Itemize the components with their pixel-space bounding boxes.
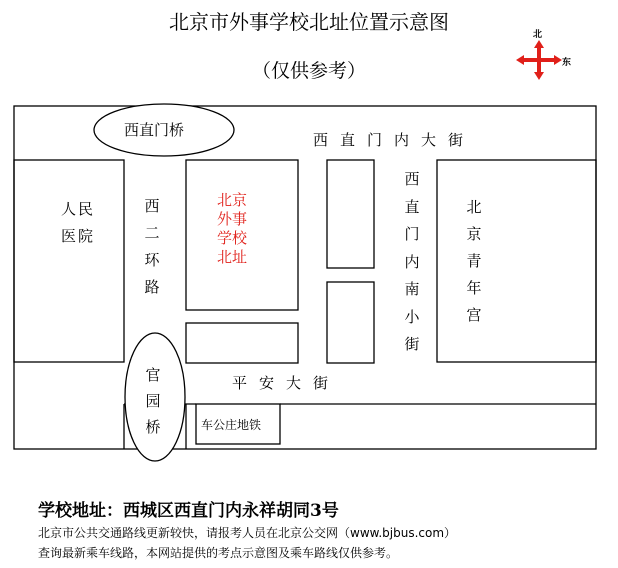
label-guanyuan-bridge: 官园桥 — [145, 366, 161, 436]
label-chegongzhuang-subway: 车公庄地铁 — [201, 418, 262, 432]
label-xizhimennei-street: 西直门内大街 — [313, 131, 476, 149]
block-middle-south — [327, 282, 374, 363]
block-youth-palace — [437, 160, 596, 362]
map-subtitle: （仅供参考） — [251, 60, 366, 82]
label-peoples-hospital: 人民医院 — [60, 200, 95, 245]
label-west-second-ring: 西二环路 — [144, 197, 160, 296]
footer-note-2: 查询最新乘车线路，本网站提供的考点示意图及乘车路线仅供参考。 — [38, 546, 399, 560]
block-peoples-hospital — [14, 160, 124, 362]
compass-east-label: 东 — [562, 58, 572, 68]
school-address: 学校地址：西城区西直门内永祥胡同3号 — [38, 501, 339, 521]
label-pinganli-street: 平安大街 — [232, 374, 341, 392]
map-outer-frame — [14, 106, 596, 449]
label-xizhimen-bridge: 西直门桥 — [124, 121, 185, 139]
compass-north-label: 北 — [533, 30, 543, 40]
footer-note-1: 北京市公共交通路线更新较快，请报考人员在北京公交网（www.bjbus.com） — [38, 526, 457, 540]
label-xizhimen-south-alley: 西直门内南小街 — [404, 170, 420, 353]
block-school-south — [186, 323, 298, 363]
label-youth-palace: 北京青年宫 — [466, 198, 482, 324]
map-title: 北京市外事学校北址位置示意图 — [169, 10, 449, 34]
label-school: 北京外事学校北址 — [217, 191, 248, 266]
block-middle-north — [327, 160, 374, 268]
